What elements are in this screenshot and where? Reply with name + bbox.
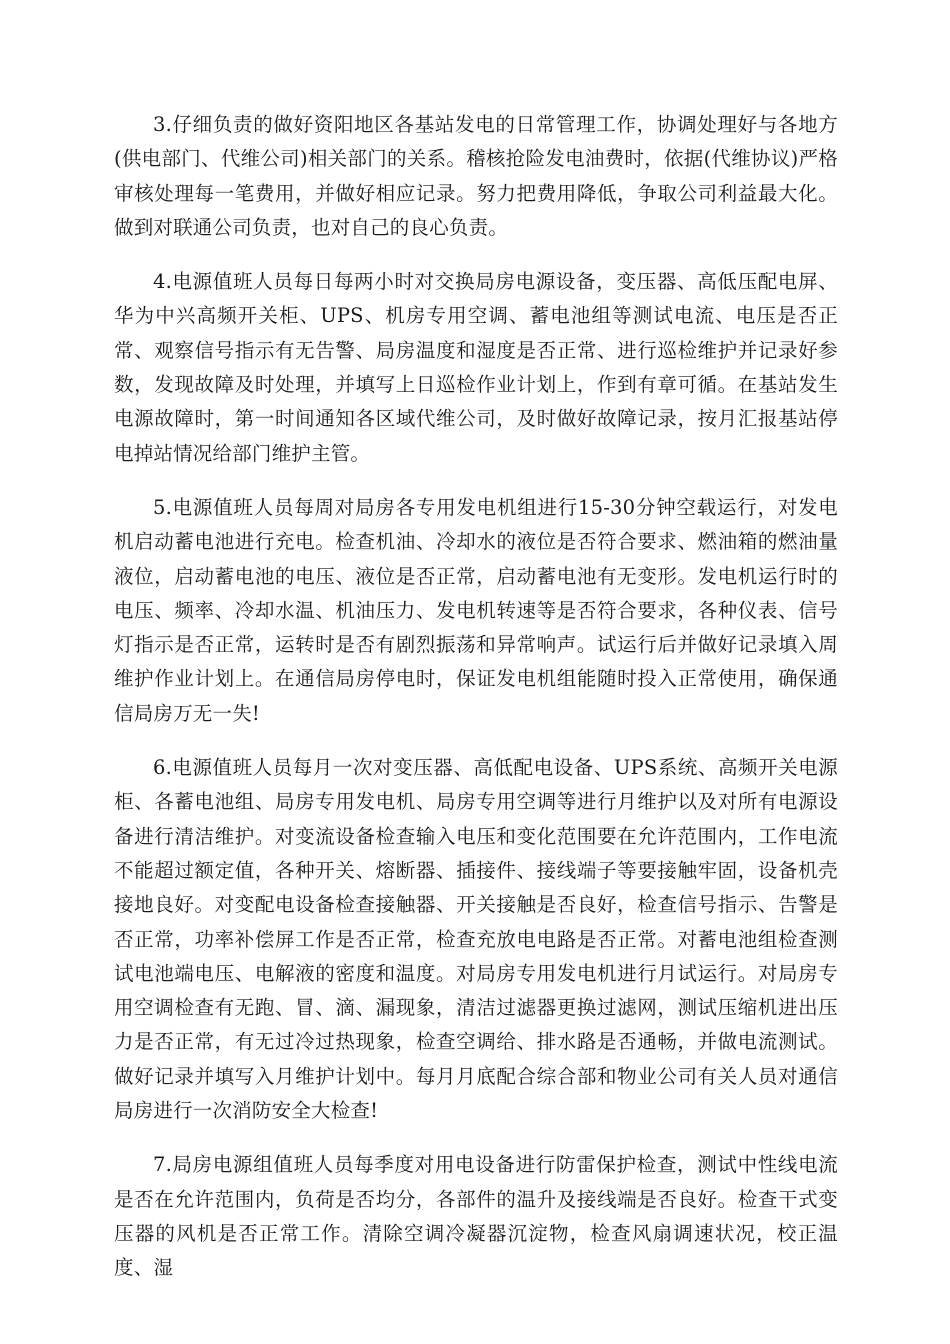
paragraph-item-6: 6.电源值班人员每月一次对变压器、高低配电设备、UPS系统、高频开关电源柜、各蓄电池组、局房专用发电机、局房专用空调等进行月维护以及对所有电源设备进行清洁维护。对变流设备检查输入电压和变化范围要在允许范围内，工作电流不能超过额定值，各种开关、熔断器、插接件、接线端子等要接触牢固，设备机壳接地良好。对变配电设备检查接触器、开关接触是否良好，检查信号指示、告警是否正常，功率补偿屏工作是否正常，检查充放电电路是否正常。对蓄电池组检查测试电池端电压、电解液的密度和温度。对局房专用发电机进行月试运行。对局房专用空调检查有无跑、冒、滴、漏现象，清洁过滤器更换过滤网，测试压缩机进出压力是否正常，有无过冷过热现象，检查空调给、排水路是否通畅，并做电流测试。做好记录并填写入月维护计划中。每月月底配合综合部和物业公司有关人员对通信局房进行一次消防安全大检查! bbox=[114, 756, 838, 1123]
paragraph-item-4: 4.电源值班人员每日每两小时对交换局房电源设备，变压器、高低压配电屏、华为中兴高频开关柜、UPS、机房专用空调、蓄电池组等测试电流、电压是否正常、观察信号指示有无告警、局房温度和湿度是否正常、进行巡检维护并记录好参数，发现故障及时处理，并填写上日巡检作业计划上，作到有章可循。在基站发生电源故障时，第一时间通知各区域代维公司，及时做好故障记录，按月汇报基站停电掉站情况给部门维护主管。 bbox=[114, 270, 838, 465]
paragraph-item-3: 3.仔细负责的做好资阳地区各基站发电的日常管理工作，协调处理好与各地方(供电部门、代维公司)相关部门的关系。稽核抢险发电油费时，依据(代维协议)严格审核处理每一笔费用，并做好相应记录。努力把费用降低，争取公司利益最大化。做到对联通公司负责，也对自己的良心负责。 bbox=[114, 113, 838, 239]
document-body bbox=[114, 108, 838, 1286]
paragraph-item-7: 7.局房电源组值班人员每季度对用电设备进行防雷保护检查，测试中性线电流是否在允许范围内，负荷是否均分，各部件的温升及接线端是否良好。检查干式变压器的风机是否正常工作。清除空调冷凝器沉淀物，检查风扇调速状况，校正温度、湿 bbox=[114, 1153, 838, 1280]
paragraph-item-5: 5.电源值班人员每周对局房各专用发电机组进行15-30分钟空载运行，对发电机启动蓄电池进行充电。检查机油、冷却水的液位是否符合要求、燃油箱的燃油量液位，启动蓄电池的电压、液位是否正常，启动蓄电池有无变形。发电机运行时的电压、频率、冷却水温、机油压力、发电机转速等是否符合要求，各种仪表、信号灯指示是否正常，运转时是否有剧烈振荡和异常响声。试运行后并做好记录填入周维护作业计划上。在通信局房停电时，保证发电机组能随时投入正常使用，确保通信局房万无一失! bbox=[114, 495, 838, 725]
